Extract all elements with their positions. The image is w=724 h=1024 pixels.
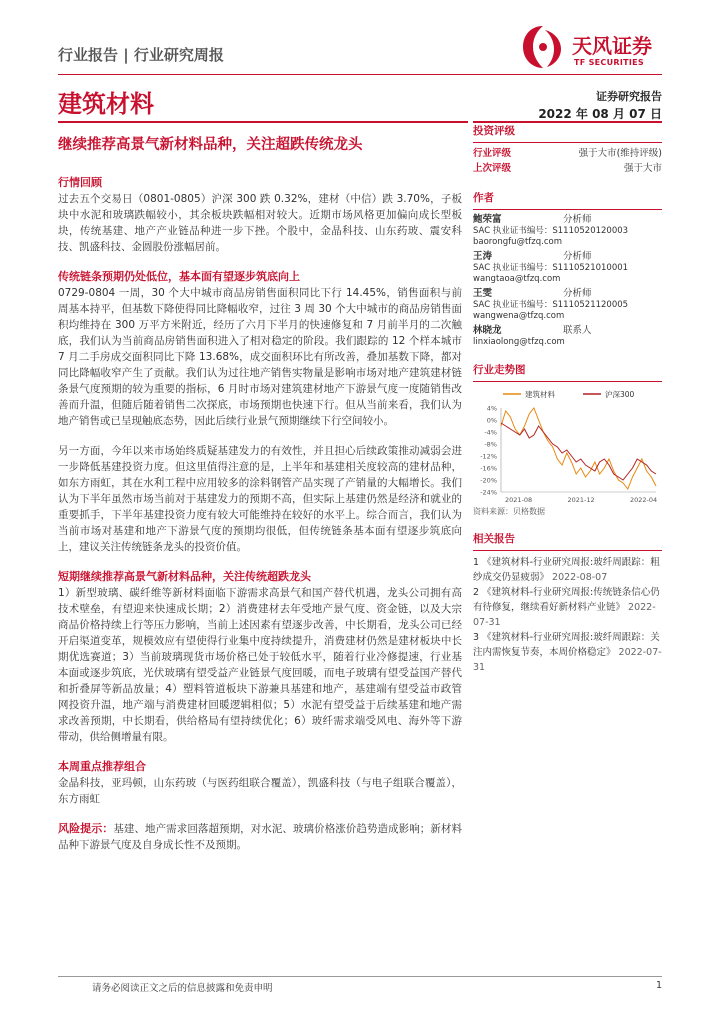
author-name: 王涛: [473, 251, 493, 262]
related-report-link[interactable]: [473, 555, 662, 585]
author-name: 王雯: [473, 288, 493, 299]
author-email[interactable]: baorongfu@tfzq.com: [473, 237, 563, 247]
author-role: 分析师: [563, 214, 592, 225]
rating-value: 强于大市(维持评级): [578, 148, 662, 159]
author-email[interactable]: linxiaolong@tfzq.com: [473, 337, 565, 347]
section-text-portfolio: 金晶科技，亚玛顿，山东药玻（与医药组联合覆盖），凯盛科技（与电子组联合覆盖），东方雨虹: [58, 777, 462, 805]
y-tick-label: 0%: [486, 416, 497, 425]
section-heading-market: 行情回顾: [58, 176, 102, 189]
author-role: 分析师: [563, 251, 592, 262]
author-card: [473, 213, 662, 248]
y-tick-label: 4%: [486, 404, 497, 413]
rating-heading: 投资评级: [473, 125, 515, 137]
company-logo: [517, 22, 697, 72]
report-type: 证券研究报告: [596, 90, 662, 103]
risk-warning-text: 基建、地产需求回落超预期，对水泥、玻璃价格涨价趋势造成影响；新材料品种下游景气度及自身成长性不及预期。: [58, 823, 463, 851]
sector-title: 建筑材料: [58, 90, 154, 118]
x-tick-label: 2021-12: [567, 496, 595, 504]
sidebar-divider: [473, 142, 662, 143]
rating-label: 行业评级: [473, 148, 512, 159]
sidebar-divider: [473, 550, 662, 551]
related-report-date: 2022-07-31: [473, 647, 662, 673]
rating-label: 上次评级: [473, 163, 512, 174]
author-name: 林晓龙: [473, 325, 502, 336]
legend-label: 沪深300: [605, 390, 635, 399]
y-tick-label: -4%: [484, 428, 497, 437]
x-tick-label: 2021-08: [505, 496, 533, 504]
author-heading: 作者: [473, 192, 494, 204]
author-sac: SAC 执业证书编号：S1110521120005: [473, 300, 629, 310]
rating-value: 强于大市: [623, 163, 662, 174]
rating-row: [473, 146, 662, 161]
section-heading-recommend: 短期继续推荐高景气新材料品种，关注传统超跌龙头: [58, 570, 311, 583]
author-role: 分析师: [563, 288, 592, 299]
related-report-date: 2022-08-07: [552, 572, 608, 583]
related-report-date: 2022-07-31: [473, 602, 656, 628]
chart-source: 资料来源：贝格数据: [473, 507, 545, 516]
section-text-traditional-1: 0729-0804 一周，30 个大中城市商品房销售面积同比下行 14.45%，销售面积与前周基本持平，但基数下降使得同比降幅收窄，过往 3 周 30 个大中城市的商品房销售面积均维持在 300 万平方米附近，经历了六月下半月的快速修复和 7 月前半月的二次触底，我们认为当前商品房销售面积进入了相对稳定的阶段。我们跟踪的 12 个样本城市 7 月二手房成交面积同比下降 13.68%，成交面积环比有所改善，叠加基数下降，都对同比降幅收窄产生了贡献。我们认为过往地产销售实物量是影响市场对地产建筑建材链条景气度预期的较为重要的指标，6 月时市场对建筑建材地产下游景气度一度随销售改善而升温，但随后随着销售二次探底，市场预期也快速下行。但从当前来看，我们认为地产销售或已呈现触底态势，因此后续行业景气预期继续下行空间较小。: [58, 287, 462, 427]
x-tick-label: 2022-04: [630, 496, 658, 504]
y-tick-label: -12%: [480, 452, 497, 461]
rating-row: [473, 161, 662, 176]
related-report-link[interactable]: [473, 585, 662, 630]
report-date: 2022 年 08 月 07 日: [538, 107, 662, 121]
sidebar-divider: [473, 381, 662, 382]
section-heading-portfolio: 本周重点推荐组合: [58, 760, 146, 773]
y-tick-label: -16%: [480, 464, 497, 473]
logo-mark-icon: [517, 22, 569, 72]
footer-divider: [58, 976, 662, 977]
section-text-market: 过去五个交易日（0801-0805）沪深 300 跌 0.32%，建材（中信）跌 3.70%，子板块中水泥和玻璃跌幅较小，其余板块跌幅相对较大。近期市场风格更加偏向成长型板块，传统基建、地产产业链品种进一步下挫。个股中，金晶科技、山东药玻、震安科技、凯盛科技、金圆股份涨幅居前。: [58, 193, 462, 253]
author-card: [473, 287, 662, 322]
risk-warning: [58, 821, 462, 853]
y-tick-label: -8%: [484, 440, 497, 449]
header-divider: [58, 74, 662, 75]
y-tick-label: -24%: [480, 488, 497, 497]
author-sac: SAC 执业证书编号：S1110520120003: [473, 226, 629, 236]
trend-chart-svg: [473, 386, 662, 504]
breadcrumb: 行业报告 | 行业研究周报: [58, 46, 224, 64]
sidebar-divider: [473, 209, 662, 210]
author-role: 联系人: [563, 325, 592, 336]
related-report-title: 3 《建筑材料-行业研究周报:玻纤周跟踪：关注内需恢复节奏，本周价格稳定》: [473, 632, 660, 658]
y-tick-label: -20%: [480, 476, 497, 485]
related-report-title: 1 《建筑材料-行业研究周报:玻纤周跟踪：粗纱成交仍显疲弱》: [473, 557, 660, 583]
logo-text-en: TF SECURITIES: [574, 58, 644, 67]
main-column: [58, 175, 462, 853]
risk-warning-label: 风险提示：: [58, 822, 114, 835]
series-line-building-materials: [501, 408, 656, 489]
author-name: 鲍荣富: [473, 214, 502, 225]
related-heading: 相关报告: [473, 533, 515, 545]
author-card: [473, 250, 662, 285]
trend-chart: [473, 386, 662, 504]
sidebar: [473, 123, 662, 675]
section-heading-traditional: 传统链条预期仍处低位，基本面有望逐步筑底向上: [58, 270, 300, 283]
author-email[interactable]: wangtaoa@tfzq.com: [473, 274, 561, 284]
related-list: [473, 555, 662, 675]
trend-heading: 行业走势图: [473, 364, 526, 376]
section-text-traditional-2: 另一方面，今年以来市场始终质疑基建发力的有效性，并且担心后续政策推动减弱会进一步降低基建投资力度。但这里值得注意的是，上半年和基建相关度较高的建材品种，如东方雨虹，其在水利工程中应用较多的涂料钢管产品实现了产销量的大幅增长。我们认为下半年虽然市场当前对于基建发力的预期不高，但实际上基建仍然是经济和就业的重要抓手，下半年基建投资力度有较大可能维持在较好的水平上。综合而言，我们认为当前市场对基建和地产下游景气度的预期均很低，但传统链条基本面有望逐步筑底向上，建议关注传统链条龙头的投资价值。: [58, 445, 462, 553]
related-report-link[interactable]: [473, 630, 662, 675]
logo-text-cn: 天风证券: [572, 34, 652, 58]
author-card: [473, 324, 662, 348]
page-number: 1: [655, 980, 662, 991]
title-divider-left: [58, 121, 468, 123]
related-report-title: 2 《建筑材料-行业研究周报:传统链条信心仍有待修复，继续看好新材料产业链》: [473, 587, 660, 613]
footer-disclaimer[interactable]: 请务必阅读正文之后的信息披露和免责申明: [92, 983, 273, 994]
author-email[interactable]: wangwena@tfzq.com: [473, 311, 565, 321]
report-title: 继续推荐高景气新材料品种，关注超跌传统龙头: [58, 137, 363, 153]
section-text-recommend: 1）新型玻璃、碳纤维等新材料面临下游需求高景气和国产替代机遇，龙头公司拥有高技术壁垒，有望迎来快速成长期；2）消费建材去年受地产景气度、资金链，以及大宗商品价格持续上行等压力影响，当前上述因素有望逐步改善，中长期看，龙头公司已经开启渠道变革，规模效应有望使得行业集中度持续提升，消费建材仍然是建材板块中长期优选赛道；3）当前玻璃现货市场价格已处于较低水平，随着行业冷修提速，行业基本面或逐步筑底，光伏玻璃有望受益产业链景气度回暖，而电子玻璃有望受益国产替代和折叠屏等新品放量；4）塑料管道板块下游兼具基建和地产，基建端有望受益市政管网投资升温，地产端与消费建材回暖逻辑相似；5）水泥有望受益于后续基建和地产需求改善预期，中长期看，供给格局有望持续优化；6）玻纤需求端受风电、海外等下游带动，供给侧增量有限。: [58, 587, 462, 743]
legend-label: 建筑材料: [525, 390, 555, 399]
author-sac: SAC 执业证书编号：S1110521010001: [473, 263, 629, 273]
